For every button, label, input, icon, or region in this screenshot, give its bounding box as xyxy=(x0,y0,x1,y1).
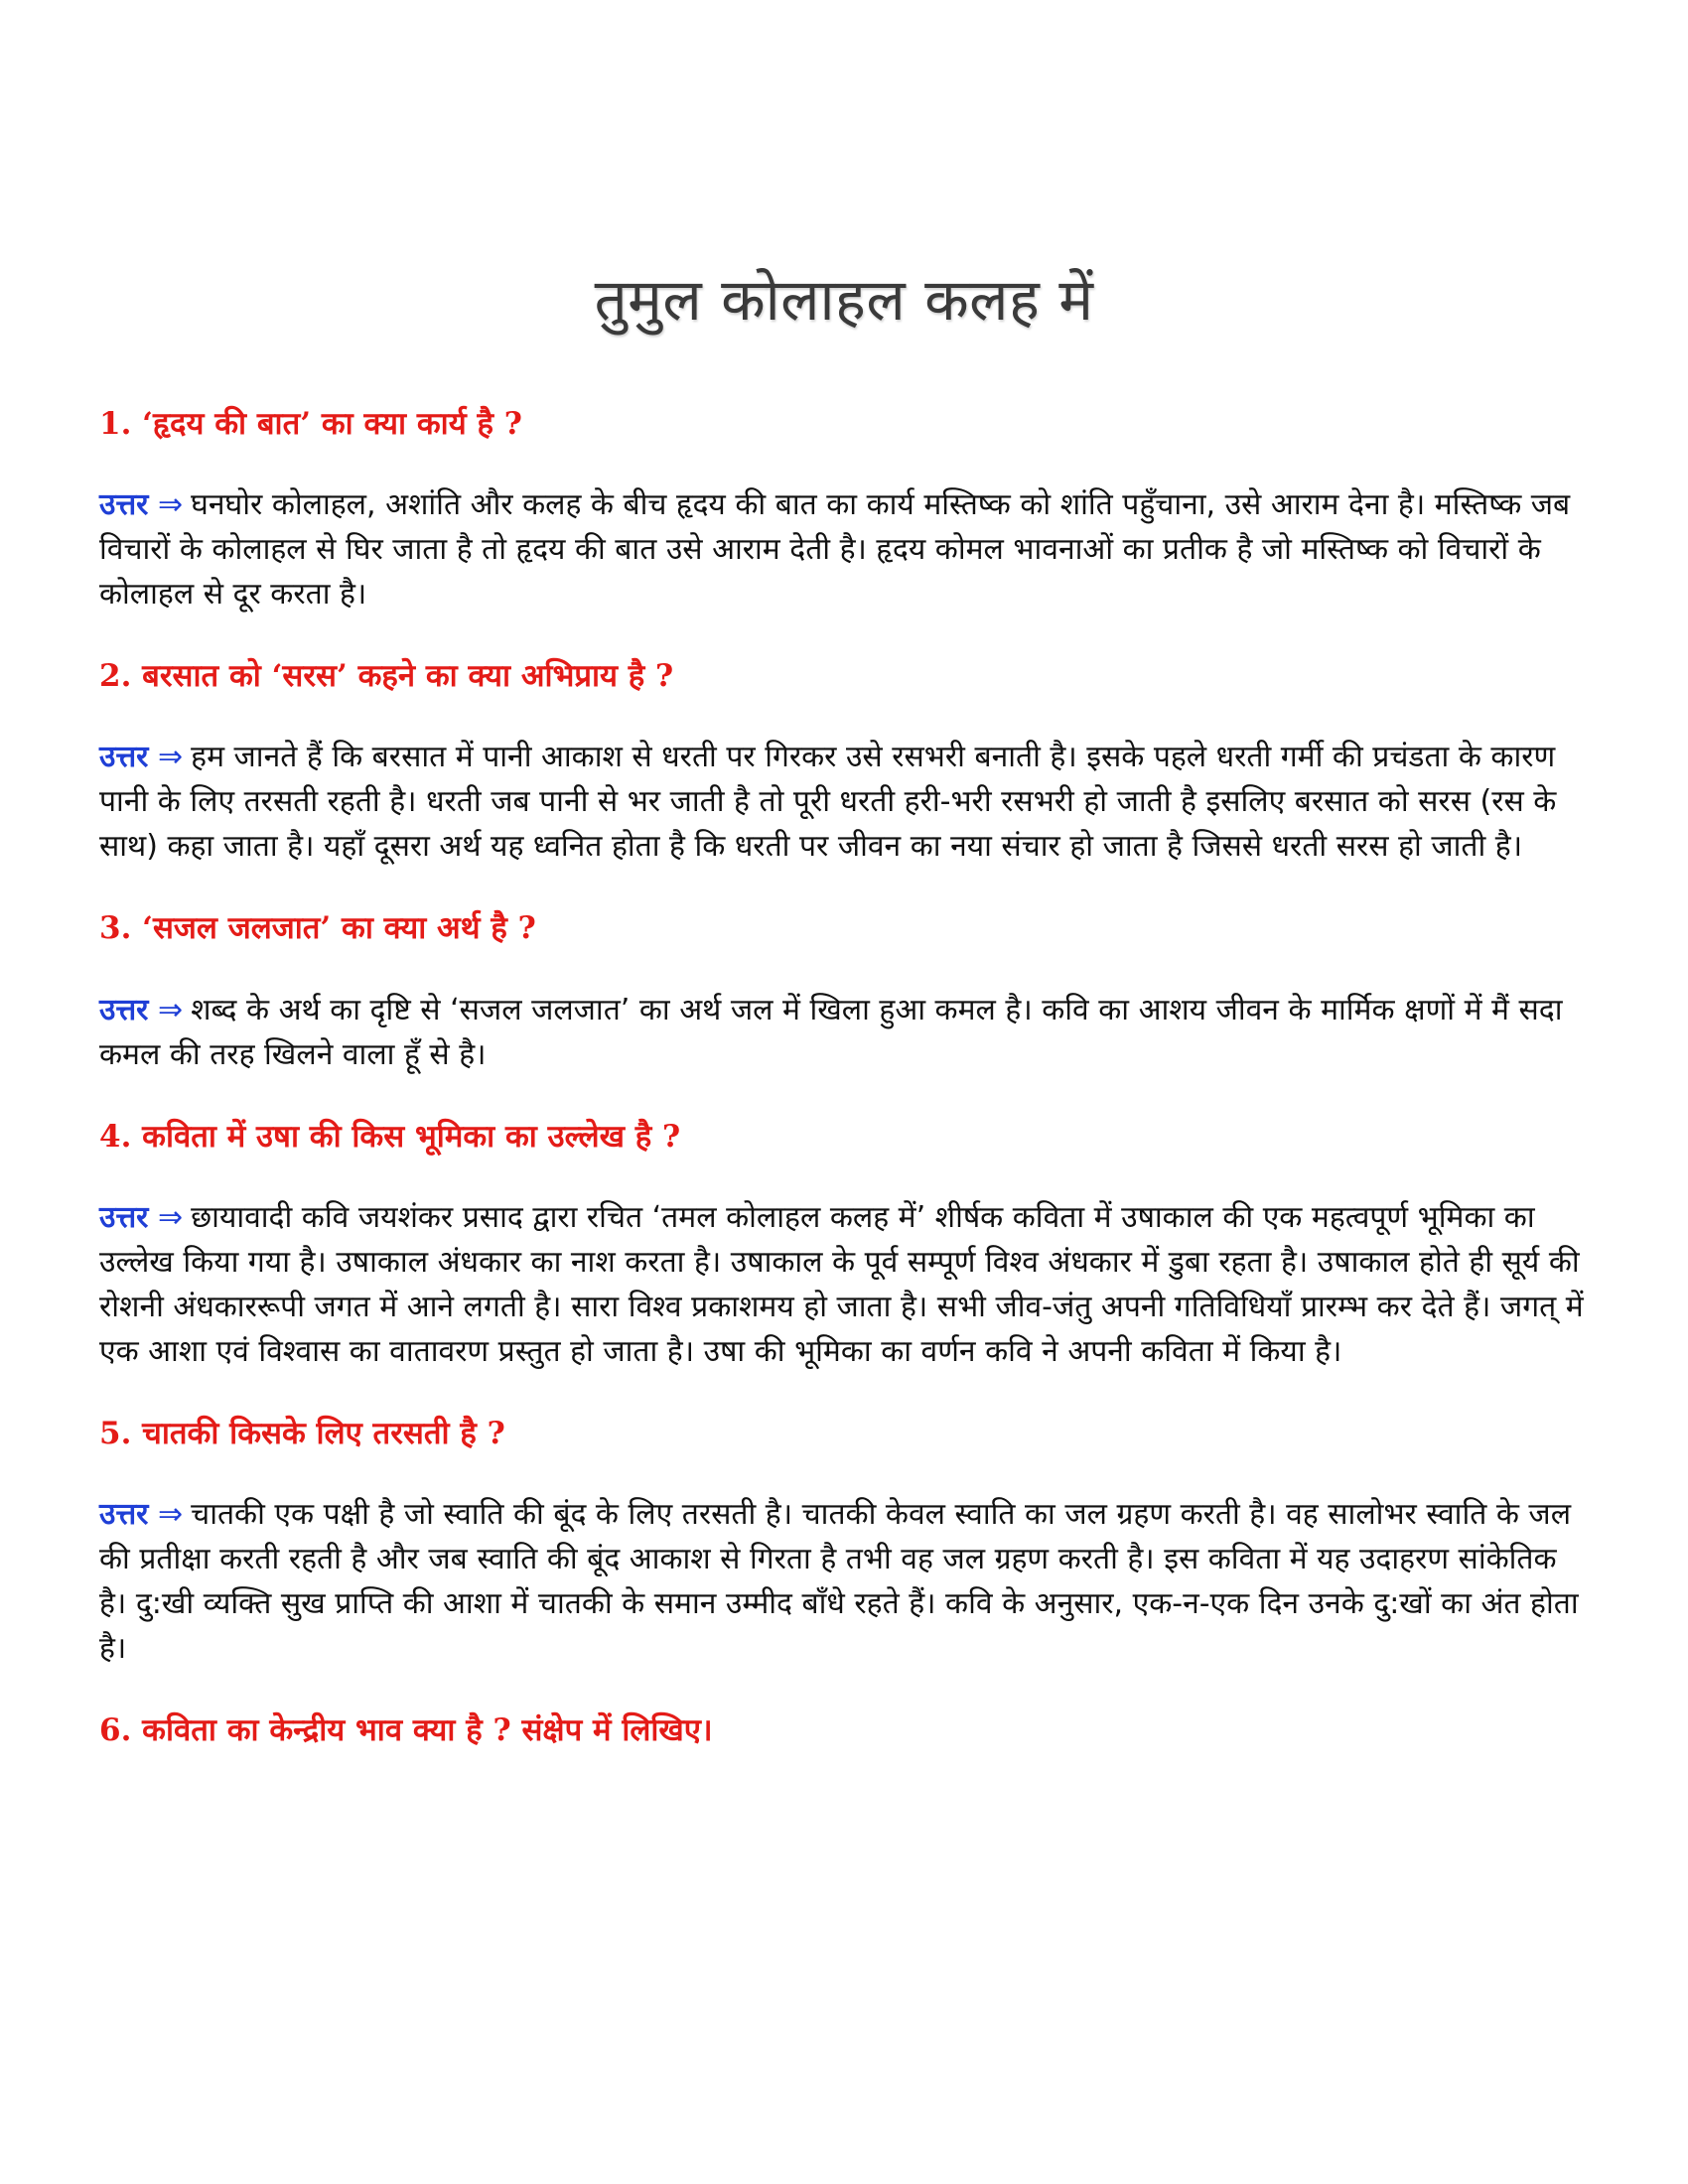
answer-label: उत्तर xyxy=(99,487,149,523)
answer-1 xyxy=(99,482,1589,616)
qa-item-5 xyxy=(99,1416,1589,1671)
answer-label: उत्तर xyxy=(99,740,149,775)
arrow-icon: ⇒ xyxy=(158,1199,184,1235)
arrow-icon: ⇒ xyxy=(158,740,184,775)
answer-text-4: छायावादी कवि जयशंकर प्रसाद द्वारा रचित ‘तमल कोलाहल कलह में’ शीर्षक कविता में उषाकाल की एक महत्वपूर्ण भूमिका का उल्लेख किया गया है। उषाकाल अंधकार का नाश करता है। उषाकाल के पूर्व सम्पूर्ण विश्व अंधकार में डुबा रहता है। उषाकाल होते ही सूर्य की रोशनी अंधकाररूपी जगत में आने लगती है। सारा विश्व प्रकाशमय हो जाता है। सभी जीव-जंतु अपनी गतिविधियाँ प्रारम्भ कर देते हैं। जगत् में एक आशा एवं विश्वास का वातावरण प्रस्तुत हो जाता है। उषा की भूमिका का वर्णन कवि ने अपनी कविता में किया है। xyxy=(99,1199,1584,1369)
qa-item-3 xyxy=(99,910,1589,1076)
answer-text-2: हम जानते हैं कि बरसात में पानी आकाश से धरती पर गिरकर उसे रसभरी बनाती है। इसके पहले धरती गर्मी की प्रचंडता के कारण पानी के लिए तरसती रहती है। धरती जब पानी से भर जाती है तो पूरी धरती हरी-भरी रसभरी हो जाती है इसलिए बरसात को सरस (रस के साथ) कहा जाता है। यहाँ दूसरा अर्थ यह ध्वनित होता है कि धरती पर जीवन का नया संचार हो जाता है जिससे धरती सरस हो जाती है। xyxy=(99,740,1557,865)
arrow-icon: ⇒ xyxy=(158,1496,184,1532)
answer-2 xyxy=(99,735,1589,869)
answer-label: उत्तर xyxy=(99,992,149,1027)
qa-item-1 xyxy=(99,406,1589,616)
question-5: 5. चातकी किसके लिए तरसती है ? xyxy=(99,1415,505,1451)
answer-label: उत्तर xyxy=(99,1496,149,1532)
question-6: 6. कविता का केन्द्रीय भाव क्या है ? संक्षेप में लिखिए। xyxy=(99,1711,713,1748)
answer-text-5: चातकी एक पक्षी है जो स्वाति की बूंद के लिए तरसती है। चातकी केवल स्वाति का जल ग्रहण करती है। वह सालोभर स्वाति के जल की प्रतीक्षा करती रहती है और जब स्वाति की बूंद आकाश से गिरता है तभी वह जल ग्रहण करती है। इस कविता में यह उदाहरण सांकेतिक है। दु:खी व्यक्ति सुख प्राप्ति की आशा में चातकी के समान उम्मीद बाँधे रहते हैं। कवि के अनुसार, एक-न-एक दिन उनके दु:खों का अंत होता है। xyxy=(99,1496,1579,1666)
question-4: 4. कविता में उषा की किस भूमिका का उल्लेख है ? xyxy=(99,1118,681,1155)
answer-text-3: शब्द के अर्थ का दृष्टि से ‘सजल जलजात’ का अर्थ जल में खिला हुआ कमल है। कवि का आशय जीवन के मार्मिक क्षणों में मैं सदा कमल की तरह खिलने वाला हूँ से है। xyxy=(99,992,1563,1072)
answer-4 xyxy=(99,1195,1589,1374)
answer-text-1: घनघोर कोलाहल, अशांति और कलह के बीच हृदय की बात का कार्य मस्तिष्क को शांति पहुँचाना, उसे आराम देना है। मस्तिष्क जब विचारों के कोलाहल से घिर जाता है तो हृदय की बात उसे आराम देती है। हृदय कोमल भावनाओं का प्रतीक है जो मस्तिष्क को विचारों के कोलाहल से दूर करता है। xyxy=(99,487,1571,613)
answer-label: उत्तर xyxy=(99,1199,149,1235)
qa-item-6 xyxy=(99,1712,1589,1749)
question-1: 1. ‘हृदय की बात’ का क्या कार्य है ? xyxy=(99,406,522,442)
arrow-icon: ⇒ xyxy=(158,487,184,523)
arrow-icon: ⇒ xyxy=(158,992,184,1027)
qa-item-2 xyxy=(99,658,1589,869)
answer-5 xyxy=(99,1492,1589,1671)
question-3: 3. ‘सजल जलजात’ का क्या अर्थ है ? xyxy=(99,910,536,947)
page-title: तुमुल कोलाहल कलह में xyxy=(594,266,1094,334)
question-2: 2. बरसात को ‘सरस’ कहने का क्या अभिप्राय है ? xyxy=(99,658,674,695)
qa-item-4 xyxy=(99,1119,1589,1374)
answer-3 xyxy=(99,988,1589,1077)
